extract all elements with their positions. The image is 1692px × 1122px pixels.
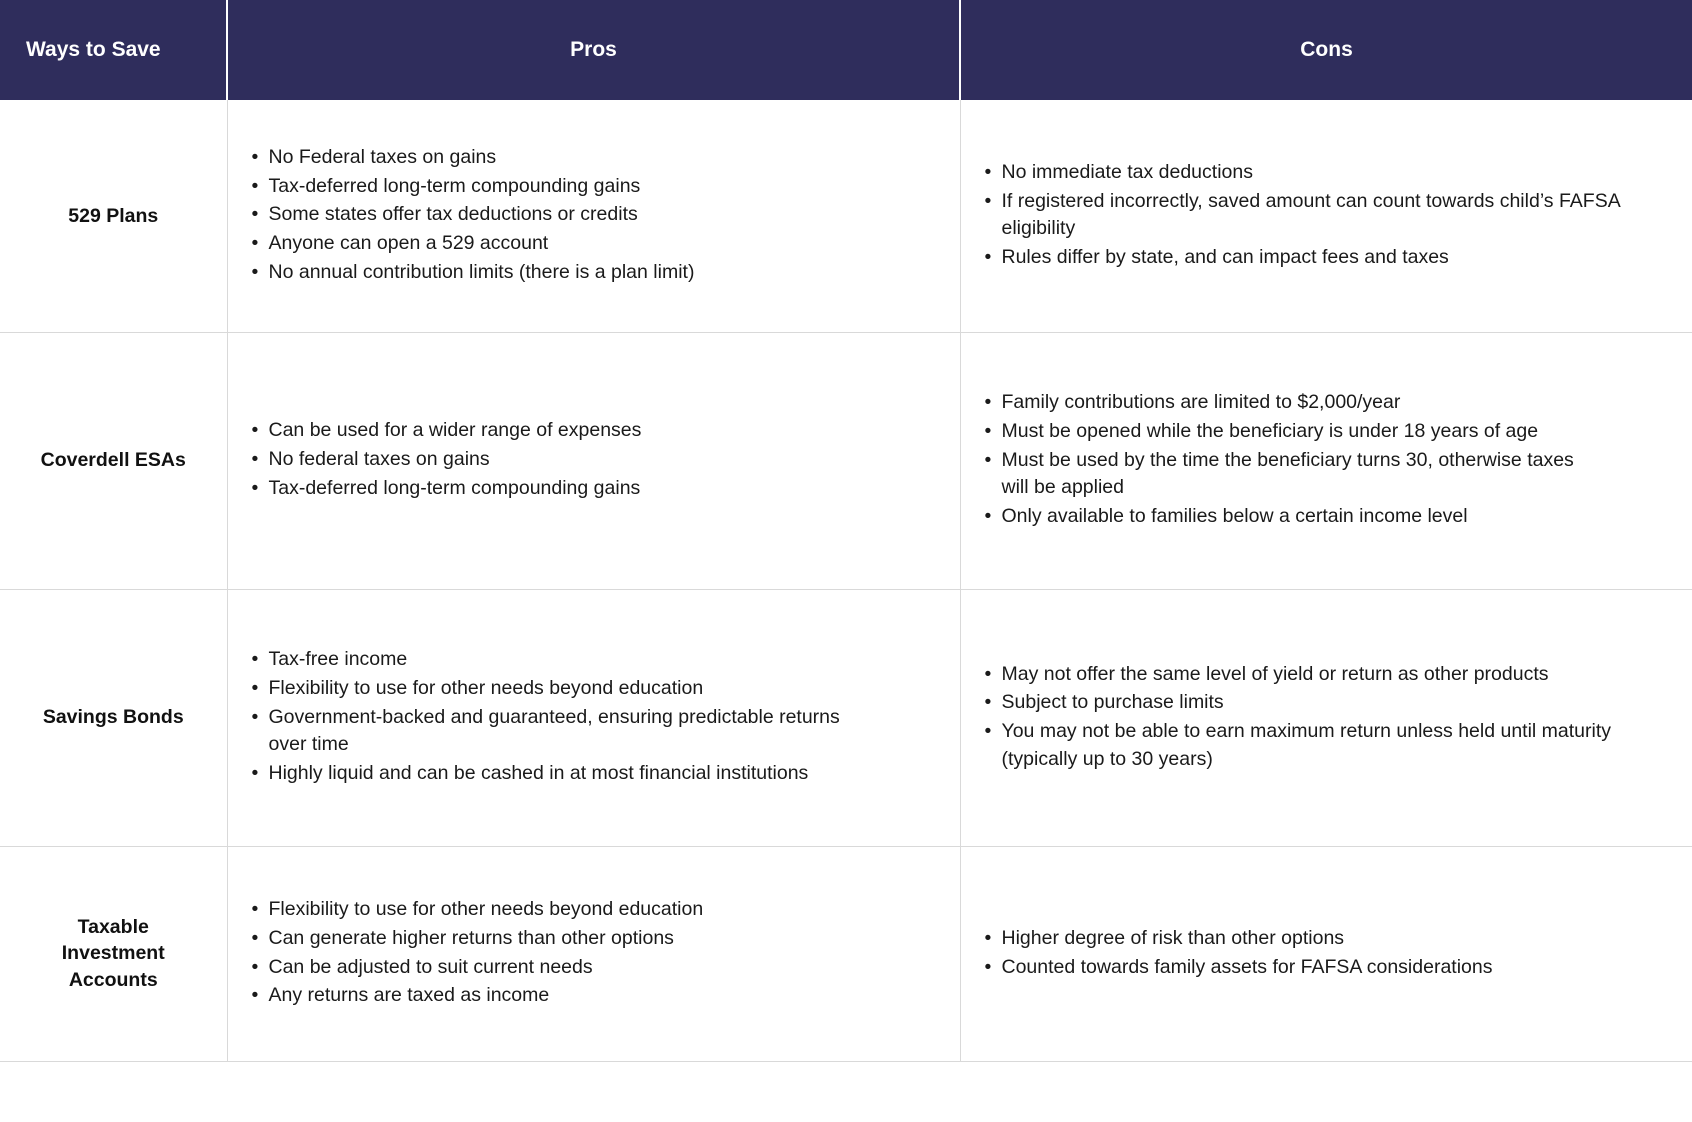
pros-list (252, 896, 942, 1010)
column-header-ways-to-save: Ways to Save (0, 0, 227, 100)
list-item: • Tax-deferred long-term compounding gains (252, 173, 942, 201)
list-item: • Highly liquid and can be cashed in at most financial institutions (252, 760, 942, 788)
list-item: • Flexibility to use for other needs beyond education (252, 896, 942, 924)
list-item: • Can be adjusted to suit current needs (252, 954, 942, 982)
list-item: • Flexibility to use for other needs beyond education (252, 675, 942, 703)
cell-way-to-save: Taxable Investment Accounts (0, 846, 227, 1061)
list-item: • Any returns are taxed as income (252, 982, 942, 1010)
list-item: • Government-backed and guaranteed, ensuring predictable returns over time (252, 704, 942, 759)
list-item: • Counted towards family assets for FAFSA considerations (985, 954, 1675, 982)
list-item: • No annual contribution limits (there is a plan limit) (252, 259, 942, 287)
list-item: • Tax-free income (252, 646, 942, 674)
list-item: • Anyone can open a 529 account (252, 230, 942, 258)
cell-pros (227, 589, 960, 846)
cell-pros (227, 100, 960, 332)
list-item: • Only available to families below a certain income level (985, 503, 1675, 531)
cell-way-to-save: Savings Bonds (0, 589, 227, 846)
table-row (0, 100, 1692, 332)
list-item: • Can be used for a wider range of expenses (252, 417, 942, 445)
list-item: • Family contributions are limited to $2,000/year (985, 389, 1675, 417)
list-item: • Rules differ by state, and can impact fees and taxes (985, 244, 1675, 272)
cell-cons (960, 100, 1692, 332)
cell-way-to-save: 529 Plans (0, 100, 227, 332)
pros-list (252, 646, 942, 787)
list-item: • No federal taxes on gains (252, 446, 942, 474)
list-item: • You may not be able to earn maximum return unless held until maturity (typically up to 30 years) (985, 718, 1675, 773)
cons-list (985, 925, 1675, 981)
list-item: • Some states offer tax deductions or credits (252, 201, 942, 229)
table-header-row (0, 0, 1692, 100)
table-row (0, 589, 1692, 846)
cons-list (985, 389, 1675, 530)
cons-list (985, 661, 1675, 774)
cell-pros (227, 332, 960, 589)
list-item: • Higher degree of risk than other options (985, 925, 1675, 953)
table-row (0, 332, 1692, 589)
list-item: • Tax-deferred long-term compounding gains (252, 475, 942, 503)
list-item: • If registered incorrectly, saved amount can count towards child’s FAFSA eligibility (985, 188, 1675, 243)
list-item: • No immediate tax deductions (985, 159, 1675, 187)
column-header-cons: Cons (960, 0, 1692, 100)
list-item: • Must be used by the time the beneficiary turns 30, otherwise taxes will be applied (985, 447, 1675, 502)
column-header-pros: Pros (227, 0, 960, 100)
cell-cons (960, 589, 1692, 846)
cell-cons (960, 332, 1692, 589)
table-row (0, 846, 1692, 1061)
list-item: • Subject to purchase limits (985, 689, 1675, 717)
table-header (0, 0, 1692, 100)
cell-way-to-save: Coverdell ESAs (0, 332, 227, 589)
cell-pros (227, 846, 960, 1061)
cons-list (985, 159, 1675, 272)
list-item: • No Federal taxes on gains (252, 144, 942, 172)
cell-cons (960, 846, 1692, 1061)
table-body (0, 100, 1692, 1061)
pros-list (252, 417, 942, 502)
list-item: • Must be opened while the beneficiary is under 18 years of age (985, 418, 1675, 446)
list-item: • Can generate higher returns than other options (252, 925, 942, 953)
list-item: • May not offer the same level of yield or return as other products (985, 661, 1675, 689)
pros-list (252, 144, 942, 286)
